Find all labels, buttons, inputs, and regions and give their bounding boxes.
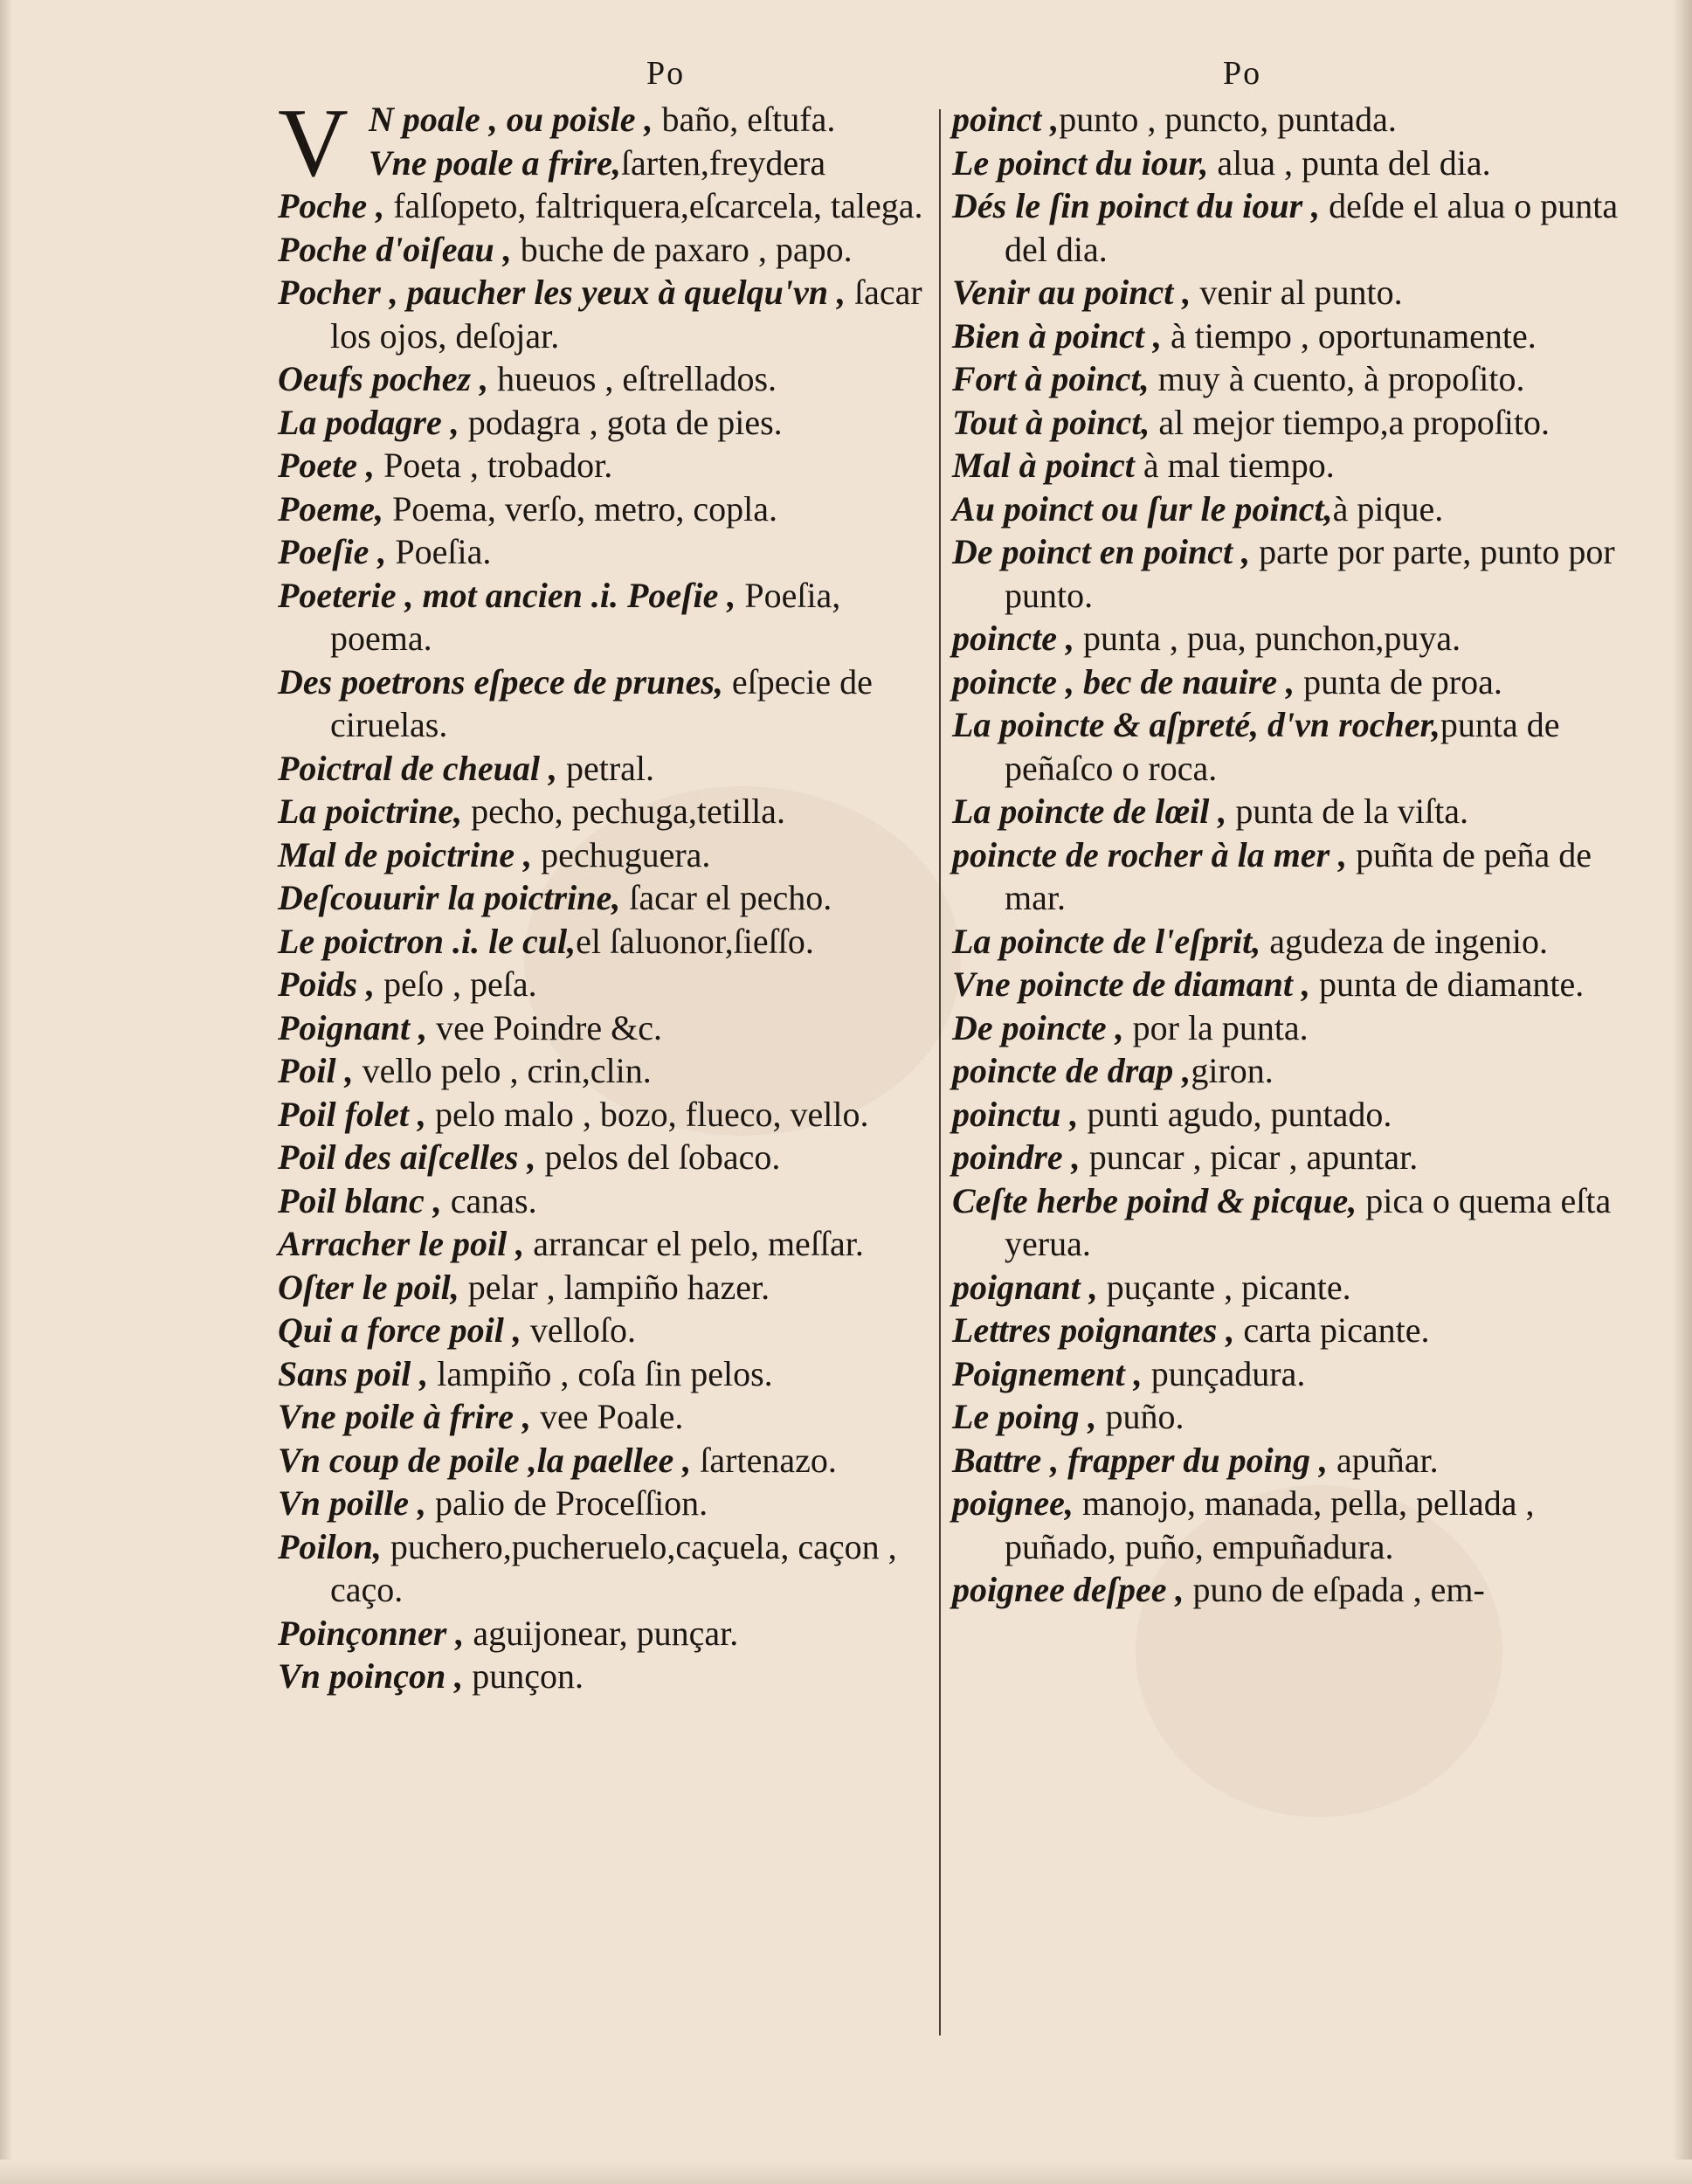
dictionary-entry [952, 487, 1642, 531]
dictionary-entry [278, 790, 924, 833]
entry-headword: Vne poale a frire, [369, 142, 621, 183]
entry-definition: aguijonear, punçar. [464, 1613, 739, 1653]
drop-cap: V [278, 89, 349, 197]
entry-definition: por la punta. [1123, 1007, 1309, 1047]
entry-definition: puçante , picante. [1097, 1267, 1351, 1307]
entry-headword: Dés le ſin poinct du iour , [952, 186, 1321, 225]
dictionary-entry [278, 1006, 924, 1050]
entry-headword: poinct , [952, 100, 1060, 139]
dictionary-entry [952, 1006, 1642, 1050]
dictionary-entry [278, 228, 924, 272]
entry-headword: poignee deſpee , [952, 1570, 1184, 1609]
entry-headword: Venir au poinct , [952, 273, 1191, 312]
entry-definition: puchero,pucheruelo,caçuela, caçon , caço. [330, 1526, 897, 1609]
entry-definition: eſpecie de ciruelas. [330, 661, 873, 744]
entry-definition: venir al punto. [1191, 273, 1403, 312]
dictionary-entry [278, 530, 924, 574]
dictionary-entry [278, 1482, 924, 1525]
dictionary-entry [952, 963, 1642, 1006]
entry-headword: Des poetrons eſpece de prunes, [278, 661, 723, 702]
entry-definition: à mal tiempo. [1134, 446, 1335, 485]
entry-definition: punta de la viſta. [1226, 791, 1468, 831]
dictionary-entry [952, 703, 1642, 790]
entry-definition: ſarten,freydera [620, 142, 826, 183]
left-column [278, 89, 924, 1698]
entry-definition: punta , pua, punchon,puya. [1074, 619, 1461, 658]
entry-definition: vee Poale. [530, 1397, 684, 1436]
dictionary-entry [278, 1525, 924, 1612]
entry-definition: punta de peñaſco o roca. [1005, 705, 1560, 788]
entry-headword: Qui a force poil , [278, 1310, 521, 1350]
entry-headword: Oſter le poil, [278, 1267, 459, 1307]
dictionary-entry [952, 184, 1642, 271]
entry-headword: poignee, [952, 1483, 1074, 1523]
dictionary-entry [952, 1395, 1642, 1439]
dictionary-entry [278, 747, 924, 791]
dictionary-entry [952, 314, 1642, 358]
entry-definition: deſde el alua o punta del dia. [1005, 186, 1619, 269]
entry-headword: Vn poille , [278, 1483, 427, 1523]
entry-definition: à tiempo , oportunamente. [1162, 315, 1537, 356]
entry-definition: palio de Proceſſion. [426, 1483, 708, 1523]
entry-definition: apuñar. [1328, 1440, 1439, 1480]
entry-definition: puncar , picar , apuntar. [1080, 1137, 1419, 1177]
entry-headword: Au poinct ou ſur le poinct, [952, 488, 1333, 529]
entry-headword: poignant , [952, 1267, 1098, 1307]
dictionary-entry [952, 98, 1642, 142]
dictionary-entry [278, 920, 924, 964]
dictionary-entry [278, 1352, 924, 1396]
entry-headword: De poinct en poinct , [952, 532, 1251, 571]
entry-headword: Poignement , [952, 1353, 1143, 1393]
entry-definition: puno de eſpada , em- [1184, 1570, 1485, 1609]
dictionary-entry [952, 357, 1642, 401]
entry-definition: ſacar el pecho. [620, 878, 832, 917]
entry-definition: petral. [556, 748, 655, 788]
entry-definition: muy à cuento, à propoſito. [1149, 359, 1525, 398]
entry-headword: Arracher le poil , [278, 1224, 525, 1263]
entry-definition: hueuos , eſtrellados. [488, 359, 777, 398]
entry-headword: Poil folet , [278, 1094, 426, 1134]
dictionary-entry [278, 1049, 924, 1093]
dictionary-entry [278, 660, 924, 747]
entry-definition: agudeza de ingenio. [1260, 921, 1549, 961]
entry-definition: Poema, verſo, metro, copla. [383, 488, 778, 529]
entry-definition: pelar , lampiño hazer. [459, 1267, 770, 1307]
entry-definition: falſopeto, faltriquera,eſcarcela, talega. [384, 186, 923, 225]
entry-headword: La poincte de lœil , [952, 791, 1227, 831]
dictionary-entry [952, 271, 1642, 314]
dictionary-entry [952, 920, 1642, 964]
entry-definition: alua , punta del dia. [1208, 142, 1491, 183]
dictionary-entry [278, 1266, 924, 1310]
entry-definition: punçon. [463, 1656, 584, 1696]
entry-headword: Le poing , [952, 1397, 1097, 1436]
entry-headword: Fort à poinct, [952, 359, 1150, 398]
dictionary-entry [952, 1049, 1642, 1093]
dictionary-entry [952, 142, 1642, 185]
column-divider [939, 109, 941, 2035]
entry-headword: Battre , frapper du poing , [952, 1440, 1329, 1480]
entry-definition: punto , puncto, puntada. [1059, 100, 1397, 139]
entry-headword: La podagre , [278, 402, 459, 442]
dictionary-entry [952, 1093, 1642, 1137]
entry-headword: Pocher , paucher les yeux à quelqu'vn , [278, 273, 846, 312]
entry-definition: canas. [441, 1180, 537, 1220]
entry-headword: Poinçonner , [278, 1613, 465, 1653]
page-edge-bottom [0, 2160, 1692, 2184]
entry-headword: poincte , [952, 619, 1074, 658]
entry-headword: Tout à poinct, [952, 402, 1150, 442]
dictionary-entry [278, 1093, 924, 1137]
entry-definition: giron. [1191, 1051, 1274, 1090]
dictionary-entry [952, 660, 1642, 704]
entry-headword: Lettres poignantes , [952, 1310, 1235, 1350]
dictionary-entry [952, 1309, 1642, 1352]
dictionary-entry [278, 1309, 924, 1352]
dictionary-entry [952, 833, 1642, 920]
dictionary-entry [952, 1136, 1642, 1179]
entry-definition: baño, eſtufa. [653, 100, 836, 139]
dictionary-entry [952, 1568, 1642, 1612]
entry-definition: punti agudo, puntado. [1078, 1094, 1392, 1134]
dictionary-entry [278, 184, 924, 228]
entry-headword: Sans poil , [278, 1353, 429, 1393]
entry-headword: Vne poincte de diamant , [952, 964, 1310, 1004]
entry-headword: La poictrine, [278, 791, 463, 831]
dictionary-entry [278, 444, 924, 487]
entry-definition: punta de proa. [1295, 661, 1502, 702]
dictionary-entry [278, 1222, 924, 1266]
entry-headword: Vn poinçon , [278, 1656, 464, 1696]
entry-headword: N poale , ou poisle , [369, 100, 653, 139]
entry-definition: ſacar los ojos, deſojar. [330, 273, 922, 356]
page-edge-right [1673, 0, 1692, 2184]
entry-definition: el ſaluonor,ſieſſo. [576, 921, 814, 961]
entry-definition: Poeta , trobador. [375, 446, 613, 485]
dictionary-entry [278, 833, 924, 877]
entry-definition: parte por parte, punto por punto. [1005, 532, 1615, 615]
entry-headword: poindre , [952, 1137, 1081, 1177]
dictionary-entry [278, 487, 924, 531]
entry-definition: podagra , gota de pies. [459, 402, 783, 442]
dictionary-entry [952, 444, 1642, 487]
entry-headword: Poids , [278, 964, 376, 1004]
entry-definition: Poeſia, poema. [330, 575, 841, 658]
dictionary-entry [278, 271, 924, 357]
entry-definition: manojo, manada, pella, pellada , puñado, puño, empuñadura. [1005, 1483, 1535, 1566]
entry-definition: pelo malo , bozo, flueco, vello. [425, 1094, 869, 1134]
dictionary-entry [952, 1352, 1642, 1396]
entry-definition: pelos del ſobaco. [535, 1137, 781, 1177]
entry-headword: poincte , bec de nauire , [952, 661, 1295, 702]
entry-definition: vee Poindre &c. [427, 1007, 662, 1047]
entry-headword: Deſcouurir la poictrine, [278, 878, 621, 917]
entry-headword: Le poictron .i. le cul, [278, 921, 577, 961]
running-head-left: Po [646, 55, 686, 92]
dictionary-entry [278, 1655, 924, 1698]
entry-definition: pechuguera. [532, 834, 711, 874]
dictionary-entry [952, 1266, 1642, 1310]
entry-definition: Poeſia. [386, 532, 492, 571]
dictionary-entry [952, 617, 1642, 660]
entry-headword: De poincte , [952, 1007, 1124, 1047]
entry-definition: carta picante. [1234, 1310, 1430, 1350]
entry-headword: poincte de rocher à la mer , [952, 834, 1348, 874]
entry-headword: Poictral de cheual , [278, 748, 557, 788]
dictionary-entry [278, 1439, 924, 1482]
dictionary-entry [952, 790, 1642, 833]
entry-headword: Bien à poinct , [952, 315, 1163, 356]
entry-headword: Poil , [278, 1051, 354, 1090]
dictionary-entry [952, 1179, 1642, 1266]
entry-headword: La poincte de l'eſprit, [952, 921, 1261, 961]
entry-headword: poincte de drap , [952, 1051, 1191, 1090]
entry-definition: punçadura. [1142, 1353, 1306, 1393]
entry-definition: pecho, pechuga,tetilla. [462, 791, 785, 831]
entry-definition: pica o quema eſta yerua. [1005, 1180, 1612, 1263]
entry-headword: Poil des aiſcelles , [278, 1137, 536, 1177]
entry-definition: ſartenazo. [691, 1440, 837, 1480]
entry-headword: Poeterie , mot ancien .i. Poeſie , [278, 575, 736, 615]
running-head-right: Po [1223, 55, 1262, 92]
entry-definition: à pique. [1332, 488, 1444, 529]
entry-definition: puñta de peña de mar. [1005, 834, 1592, 917]
entry-headword: Le poinct du iour, [952, 142, 1209, 183]
dictionary-entry [952, 530, 1642, 617]
dictionary-entry [278, 1136, 924, 1179]
entry-headword: Poche d'oiſeau , [278, 229, 512, 269]
dictionary-entry [278, 1179, 924, 1223]
entry-headword: Poche , [278, 186, 385, 225]
dictionary-entry [278, 357, 924, 401]
dictionary-entry [278, 1395, 924, 1439]
entry-headword: Poeme, [278, 488, 384, 529]
dictionary-entry [278, 574, 924, 660]
entry-headword: Poil blanc , [278, 1180, 442, 1220]
entry-definition: arrancar el pelo, meſſar. [524, 1224, 864, 1263]
dictionary-entry [952, 401, 1642, 445]
dictionary-entry [952, 1482, 1642, 1568]
entry-headword: Mal à poinct [952, 446, 1135, 485]
dictionary-entry [952, 1439, 1642, 1482]
entry-definition: peſo , peſa. [375, 964, 537, 1004]
entry-headword: Ceſte herbe poind & picque, [952, 1180, 1357, 1220]
entry-definition: lampiño , coſa ſin pelos. [428, 1353, 773, 1393]
entry-headword: Vn coup de poile ,la paellee , [278, 1440, 692, 1480]
entry-definition: velloſo. [521, 1310, 636, 1350]
dictionary-entry [278, 401, 924, 445]
entry-headword: Vne poile à frire , [278, 1397, 531, 1436]
entry-headword: poinctu , [952, 1094, 1079, 1134]
entry-definition: punta de diamante. [1310, 964, 1585, 1004]
dictionary-entry [278, 963, 924, 1006]
dictionary-entry [278, 142, 924, 185]
entry-headword: Poete , [278, 446, 376, 485]
entry-headword: Poignant , [278, 1007, 428, 1047]
entry-headword: Poeſie , [278, 532, 387, 571]
entry-definition: puño. [1096, 1397, 1184, 1436]
page-edge-left [0, 0, 12, 2184]
entry-headword: La poincte & aſpreté, d'vn rocher, [952, 705, 1440, 744]
right-column [952, 98, 1642, 1612]
entry-definition: buche de paxaro , papo. [511, 229, 853, 269]
entry-headword: Poilon, [278, 1526, 382, 1566]
entry-definition: vello pelo , crin,clin. [353, 1051, 652, 1090]
dictionary-entry [278, 1612, 924, 1655]
entry-headword: Oeufs pochez , [278, 359, 489, 398]
dictionary-entry [278, 876, 924, 920]
entry-definition: al mejor tiempo,a propoſito. [1150, 402, 1550, 442]
entry-headword: Mal de poictrine , [278, 834, 533, 874]
